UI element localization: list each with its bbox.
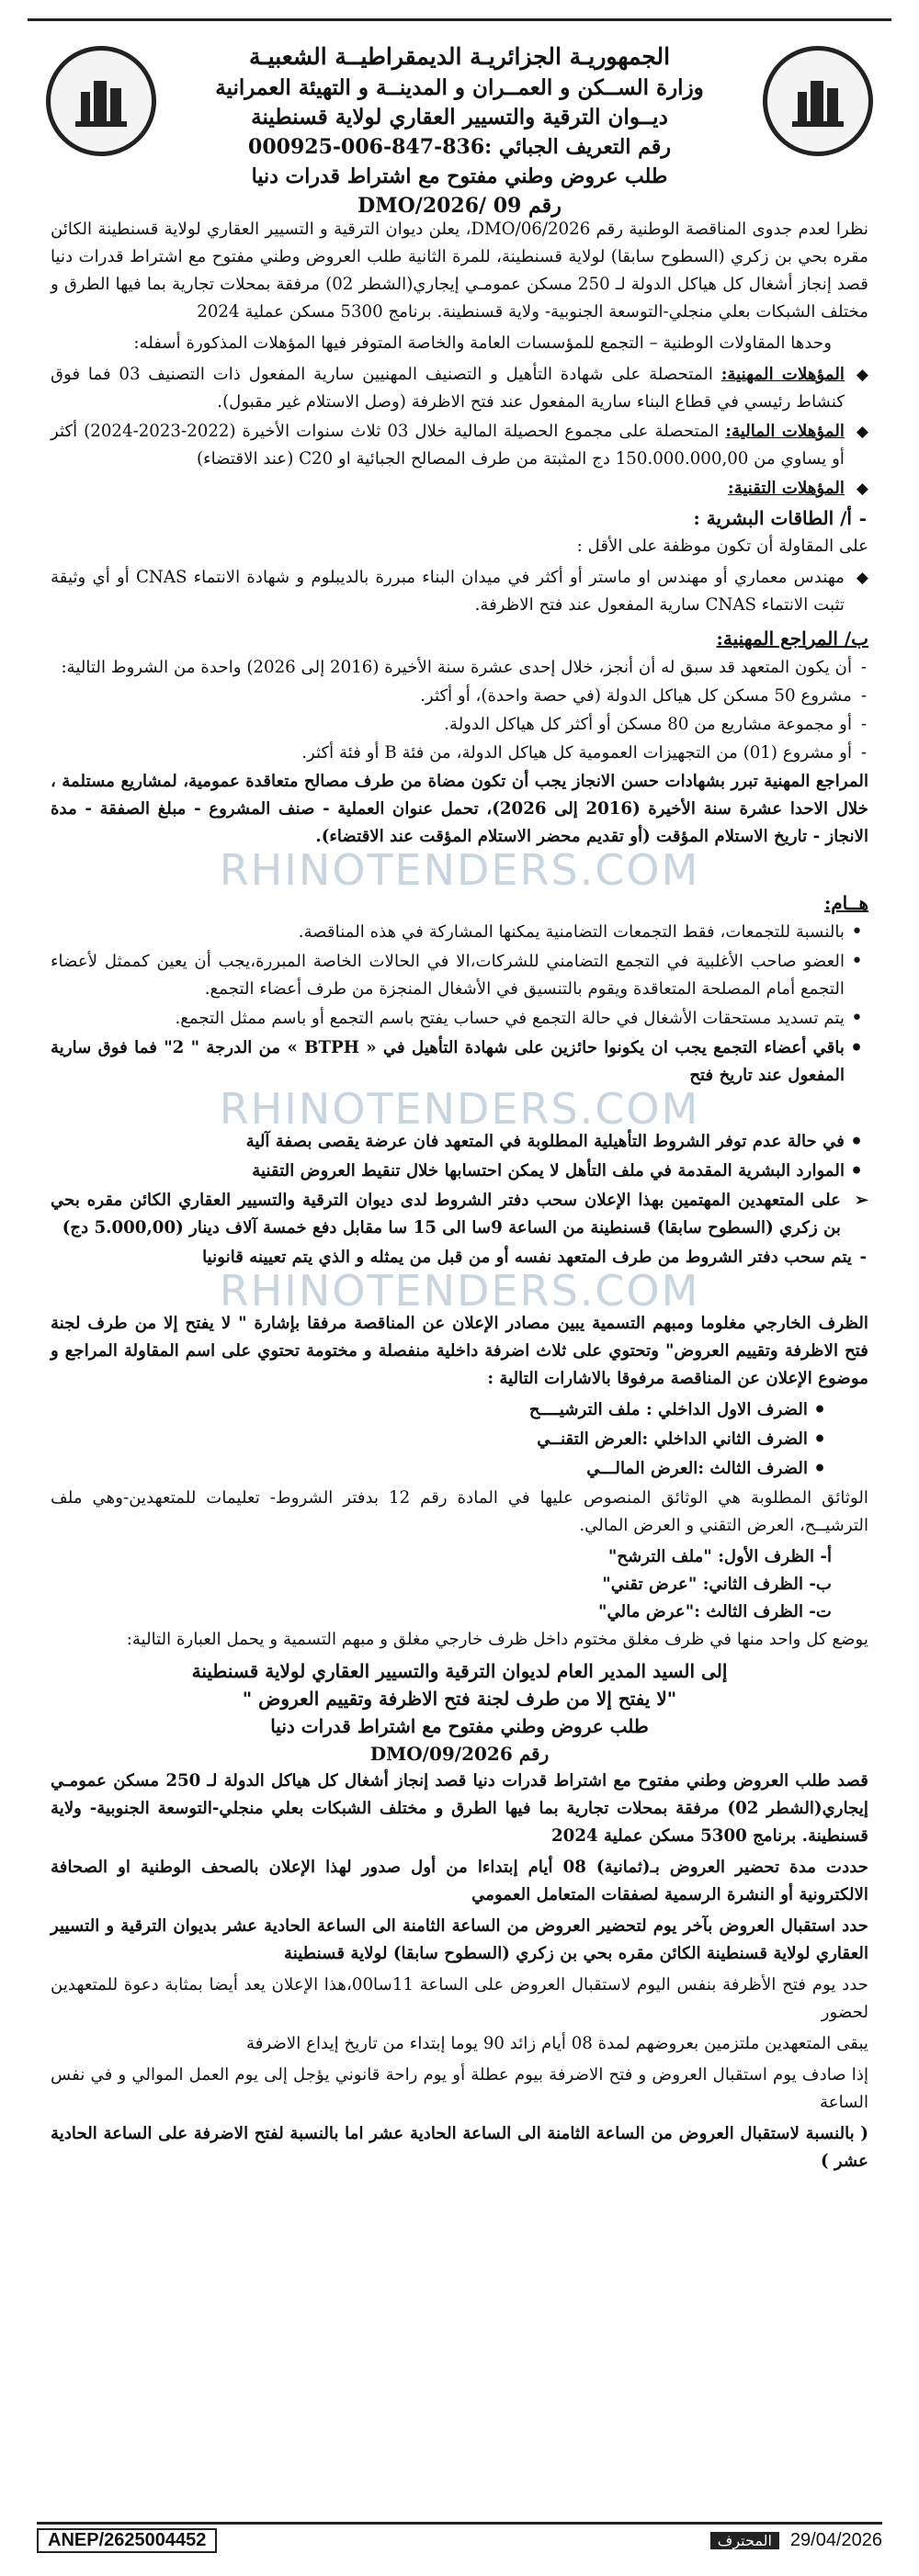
human-resources-item: ◆ مهندس معماري أو مهندس او ماستر أو أكثر في ميدان البناء مبررة بالديبلوم و شهادة الانتماء CNAS أو أي وثيقة تثبت الانتماء CNAS سارية المفعول عند فتح الاظرفة. bbox=[51, 564, 868, 619]
office-name: ديــوان الترقية والتسيير العقاري لولاية قسنطينة bbox=[251, 105, 668, 130]
publication-date: 29/04/2026 bbox=[789, 2529, 882, 2550]
human-resources-intro: على المقاولة أن تكون موظفة على الأقل : bbox=[576, 537, 868, 556]
envelope-label-1: أ- الظرف الأول: "ملف الترشح" bbox=[607, 1547, 832, 1566]
important-item-6: • الموارد البشرية المقدمة في ملف التأهل لا يمكن احتسابها خلال تنقيط العروض التقنية bbox=[51, 1158, 868, 1185]
anep-reference: ANEP/2625004452 bbox=[37, 2528, 217, 2553]
specs-withdrawal-by: - يتم سحب دفتر الشروط من طرف المتعهد نفسه أو من قبل من يمثله و الذي يتم تعيينه قانونيا bbox=[51, 1244, 868, 1271]
tender-type: طلب عروض وطني مفتوح مع اشتراط قدرات دنيا bbox=[251, 164, 668, 188]
envelope-1: • الضرف الاول الداخلي : ملف الترشيــــح bbox=[51, 1396, 832, 1424]
important-item-1: • بالنسبة للتجمعات، فقط التجمعات التضامنية يمكنها المشاركة في هذه المناقصة. bbox=[51, 919, 868, 946]
tax-id: رقم التعريف الجبائي :836-847-006-000925 bbox=[248, 135, 671, 159]
envelope-instructions: يوضع كل واحد منها في ظرف مغلق مختوم داخل ظرف خارجي مغلق و مبهم التسمية و يحمل العبارة التالية: bbox=[126, 1630, 868, 1649]
specs-withdrawal: ➢ على المتعهدين المهتمين بهذا الإعلان سحب دفتر الشروط لدى ديوان الترقية والتسيير العقاري الكائن مقره بحي بن زكري (السطوح سابقا) قسنطينة من الساعة 9سا الى 15 سا مقابل دفع خمسة آلاف دينار (5.000,00 دج) bbox=[51, 1187, 868, 1242]
envelope-label-3: ت- الظرف الثالث :"عرض مالي" bbox=[598, 1602, 832, 1621]
publication-name: المحترف bbox=[710, 2532, 779, 2549]
notice-body bbox=[51, 216, 868, 2179]
envelope-notice: "لا يفتح إلا من طرف لجنة فتح الاظرفة وتقييم العروض " bbox=[242, 1688, 677, 1710]
professional-qualifications bbox=[51, 361, 868, 416]
envelope-label-2: ب- الظرف الثاني: "عرض تقني" bbox=[602, 1575, 832, 1594]
closing-duration: حددت مدة تحضير العروض بـ(ثمانية) 08 أيام إبتداءا من أول صدور لهذا الإعلان بالصحف الوطنية او الصحافة الالكترونية أو النشرة الرسمية لصفقات المتعامل العمومي bbox=[51, 1858, 869, 1904]
professional-text: المتحصلة على شهادة التأهيل و التصنيف المهنيين سارية المفعول ذات التصنيف 03 فما فوق كنشاط رئيسي في قطاع البناء سارية المفعول عند فتح الاظرفة (وصل الاستلام غير مقبول). bbox=[51, 365, 845, 412]
important-item-3: • يتم تسديد مستحقات الأشغال في حالة التجمع في حساب يفتح باسم التجمع أو باسم ممثل التجمع. bbox=[51, 1005, 868, 1033]
financial-text: المتحصلة على مجموع الحصيلة المالية خلال 03 ثلاث سنوات الأخيرة (2022-2023-2024) أكثر أو يساوي من 150.000.000,00 دج المثبتة من طرف المصالح الجبائية او C20 (عند الاقتضاء) bbox=[51, 422, 845, 469]
closing-object: قصد طلب العروض وطني مفتوح مع اشتراط قدرات دنيا قصد إنجاز أشغال كل هياكل الدولة لـ 250 مسكن عمومـي إيجاري(الشطر 02) مرفقة بمحلات تجارية بما فيها الطرق و مختلف الشبكات بعلي منجلي-التوسعة الجنوبية- ولاية قسنطينة. برنامج 5300 مسكن عملية 2024 bbox=[51, 1771, 868, 1846]
publication-info bbox=[710, 2530, 882, 2551]
eligibility-paragraph: وحدها المقاولات الوطنية – التجمع للمؤسسات العامة والخاصة المتوفر فيها المؤهلات المذكورة أسفله: bbox=[133, 333, 832, 353]
references-title: ب/ المراجع المهنية: bbox=[716, 627, 868, 650]
required-documents: الوثائق المطلوبة هي الوثائق المنصوص عليها في المادة رقم 12 بدفتر الشروط- تعليمات للمتعهدين-وهي ملف الترشيــح، العرض التقني و العرض المالي. bbox=[51, 1488, 868, 1535]
watermark: RHINOTENDERS.COM bbox=[219, 1266, 700, 1316]
financial-qualifications bbox=[51, 418, 868, 473]
references-line-5: المراجع المهنية تبرر بشهادات حسن الانجاز يجب أن تكون مضاة من طرف مصالح متعاقدة عمومية، لمشاريع مستلمة ، خلال الاحدا عشرة سنة الأخيرة (2016 إلى 2026)، تحمل عنوان العملية - صنف المشروع - مبلغ الصفقة - مدة الانجاز - تاريخ الاستلام المؤقت (أو تقديم محضر الاستلام المؤقت عند الاقتضاء). bbox=[51, 772, 868, 846]
technical-title: المؤهلات التقنية: bbox=[727, 479, 845, 498]
technical-qualifications bbox=[51, 475, 868, 503]
references-line-4: - أو مشروع (01) من التجهيزات العمومية كل هياكل الدولة، من فئة B أو فئة أكثر. bbox=[51, 740, 868, 767]
references-line-3: - أو مجموعة مشاريع من 80 مسكن أو أكثر كل هياكل الدولة. bbox=[51, 711, 868, 739]
opgi-logo-left bbox=[46, 46, 156, 156]
building-logo-icon bbox=[64, 64, 138, 138]
human-resources-title: - أ/ الطاقات البشرية : bbox=[51, 504, 868, 532]
notice-footer bbox=[37, 2522, 882, 2556]
notice-header bbox=[175, 40, 744, 220]
references-line-1: - أن يكون المتعهد قد سبق له أن أنجز، خلال إحدى عشرة سنة الأخيرة (2016 إلى 2026) واحدة من الشروط التالية: bbox=[51, 654, 868, 682]
important-item-2: • العضو صاحب الأغلبية في التجمع التضامني للشركات،الا في الحالات الخاصة المبررة،يجب أن يعين كممثل لأعضاء التجمع أمام المصلحة المتعاقدة ويقوم بالتنسيق في الأشغال المنجزة من طرف أعضاء التجمع. bbox=[51, 948, 868, 1003]
ministry-name: وزارة الســكن و العمــران و المدينــة و التهيئة العمرانية bbox=[215, 75, 704, 100]
closing-reception: حدد استقبال العروض بآخر يوم لتحضير العروض من الساعة الثامنة الى الساعة الحادية عشر بديوان الترقية و التسيير العقاري لولاية قسنطينة الكائن مقره بحي بن زكري (السطوح سابقا) لولاية قسنطينة bbox=[51, 1916, 868, 1963]
important-item-4: • باقي أعضاء التجمع يجب ان يكونوا حائزين على شهادة التأهيل في « BTPH » من الدرجة " 2" فما فوق سارية المفعول عند تاريخ فتح bbox=[51, 1034, 868, 1090]
watermark: RHINOTENDERS.COM bbox=[219, 1084, 700, 1134]
republic-title: الجمهوريـة الجزائريـة الديمقراطيــة الشعبيـة bbox=[248, 43, 671, 70]
references-line-2: - مشروع 50 مسكن كل هياكل الدولة (في حصة واحدة)، أو أكثر. bbox=[51, 683, 868, 710]
closing-opening: حدد يوم فتح الأظرفة بنفس اليوم لاستقبال العروض على الساعة 11سا00،هذا الإعلان يعد أيضا بمثابة دعوة للمتعهدين لحضور bbox=[51, 1975, 868, 2022]
financial-title: المؤهلات المالية: bbox=[725, 422, 845, 441]
top-rule bbox=[28, 18, 891, 27]
important-title: هــام: bbox=[823, 892, 868, 914]
envelope-2: • الضرف الثاني الداخلي :العرض التقنــي bbox=[51, 1426, 832, 1453]
opgi-logo-right bbox=[763, 46, 873, 156]
envelope-tender-number: رقم 2026/DMO/09 bbox=[369, 1743, 550, 1765]
closing-validity: يبقى المتعهدين ملتزمين بعروضهم لمدة 08 أيام زائد 90 يوما إبتداء من تاريخ إيداع الاضرفة bbox=[245, 2034, 868, 2053]
closing-hours: ( بالنسبة لاستقبال العروض من الساعة الثامنة الى الساعة الحادية عشر اما بالنسبة لفتح الاضرفة على الساعة الحادية عشر ) bbox=[51, 2124, 868, 2171]
watermark: RHINOTENDERS.COM bbox=[219, 845, 700, 895]
envelope-3: • الضرف الثالث :العرض المالـــي bbox=[51, 1455, 832, 1483]
envelope-address: إلى السيد المدير العام لديوان الترقية والتسيير العقاري لولاية قسنطينة bbox=[191, 1660, 728, 1682]
important-item-5: • في حالة عدم توفر الشروط التأهيلية المطلوبة في المتعهد فان عرضة يقصى بصفة آلية bbox=[51, 1128, 868, 1156]
closing-holiday: إذا صادف يوم استقبال العروض و فتح الاضرفة بيوم عطلة أو يوم راحة قانوني يؤجل إلى يوم العمل الموالي و في نفس الساعة bbox=[51, 2065, 869, 2112]
tender-number: رقم 09 /2026/DMO bbox=[357, 194, 562, 218]
outer-envelope-text: الظرف الخارجي مغلوما ومبهم التسمية يبين مصادر الإعلان عن المناقصة مرفقا بإشارة " لا يفتح إلا من طرف لجنة فتح الاظرفة وتقييم العروض" وتحتوي على ثلاث اضرفة داخلية منفصلة و مختومة تحتوي على اسم المقاولة المراجع و موضوع الإعلان عن المناقصة مرفوقا بالاشارات التالية : bbox=[51, 1314, 868, 1388]
intro-paragraph: نظرا لعدم جدوى المناقصة الوطنية رقم 2026/DMO/06، يعلن ديوان الترقية و التسيير العقاري لولاية قسنطينة الكائن مقره بحي بن زكري (السطوح سابقا) لولاية قسنطينة، للمرة الثانية طلب العروض وطني مفتوح مع اشتراط قدرات دنيا قصد إنجاز أشغال كل هياكل الدولة لـ 250 مسكن عمومـي إيجاري(الشطر 02) مرفقة بمحلات تجارية بما فيها الطرق و مختلف الشبكات بعلي منجلي-التوسعة الجنوبية- ولاية قسنطينة. برنامج 5300 مسكن عملية 2024 bbox=[51, 220, 868, 322]
tender-notice bbox=[9, 9, 910, 2567]
building-logo-icon bbox=[781, 64, 855, 138]
envelope-tender-type: طلب عروض وطني مفتوح مع اشتراط قدرات دنيا bbox=[270, 1715, 649, 1737]
professional-title: المؤهلات المهنية: bbox=[720, 365, 845, 384]
